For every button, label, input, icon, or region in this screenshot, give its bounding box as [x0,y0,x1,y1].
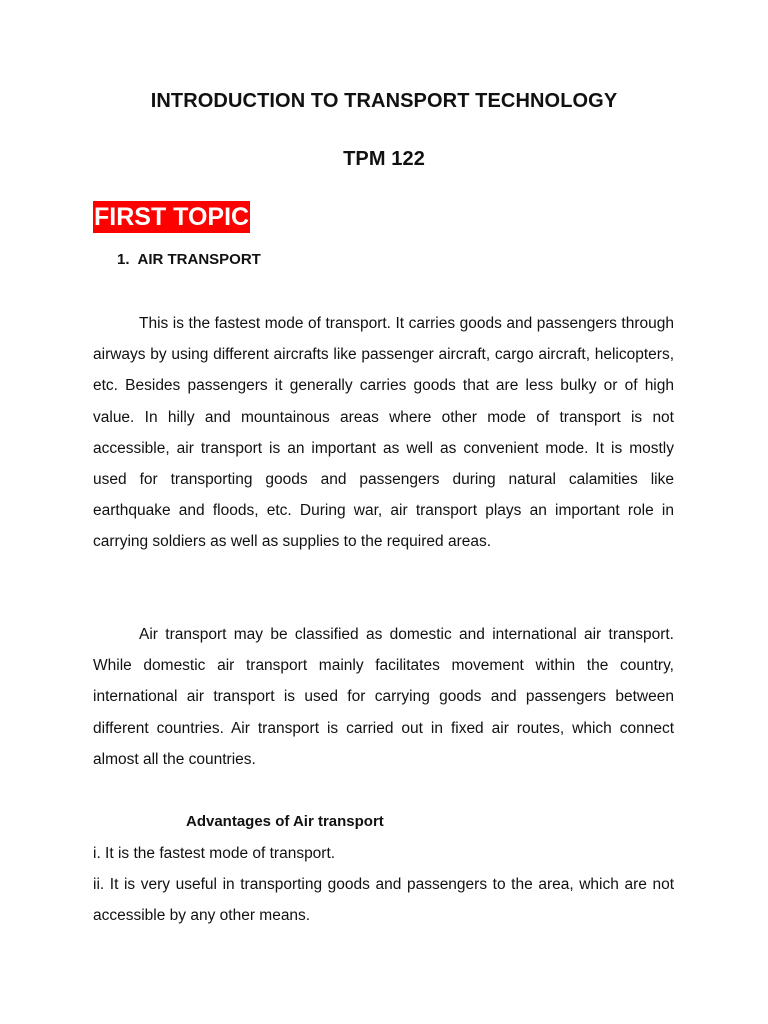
advantages-heading: Advantages of Air transport [186,813,384,830]
list-item: i. It is the fastest mode of transport. [93,845,336,862]
list-item: ii. It is very useful in transporting goods and passengers to the area, which are not accessible by any other means. [93,876,674,925]
section-title: AIR TRANSPORT [137,251,261,268]
paragraph-2: Air transport may be classified as domestic and international air transport. While domestic air transport mainly facilitates movement within the country, international air transport is used for carrying goods and passengers between different countries. Air transport is carried out in fixed air routes, which connect almost all the countries. [93,626,674,768]
paragraph-1: This is the fastest mode of transport. It carries goods and passengers through airways by using different aircrafts like passenger aircraft, cargo aircraft, helicopters, etc. Besides passengers it generally carries goods that are less bulky or of high value. In hilly and mountainous areas where other mode of transport is not accessible, air transport is an important as well as convenient mode. It is mostly used for transporting goods and passengers during natural calamities like earthquake and floods, etc. During war, air transport plays an important role in carrying soldiers as well as supplies to the required areas. [93,315,674,551]
section-heading [117,251,261,268]
document-title: INTRODUCTION TO TRANSPORT TECHNOLOGY [150,90,618,112]
topic-label: FIRST TOPIC [94,203,250,231]
course-code: TPM 122 [343,148,425,170]
advantages-list [93,838,674,932]
section-number: 1. [117,251,130,268]
